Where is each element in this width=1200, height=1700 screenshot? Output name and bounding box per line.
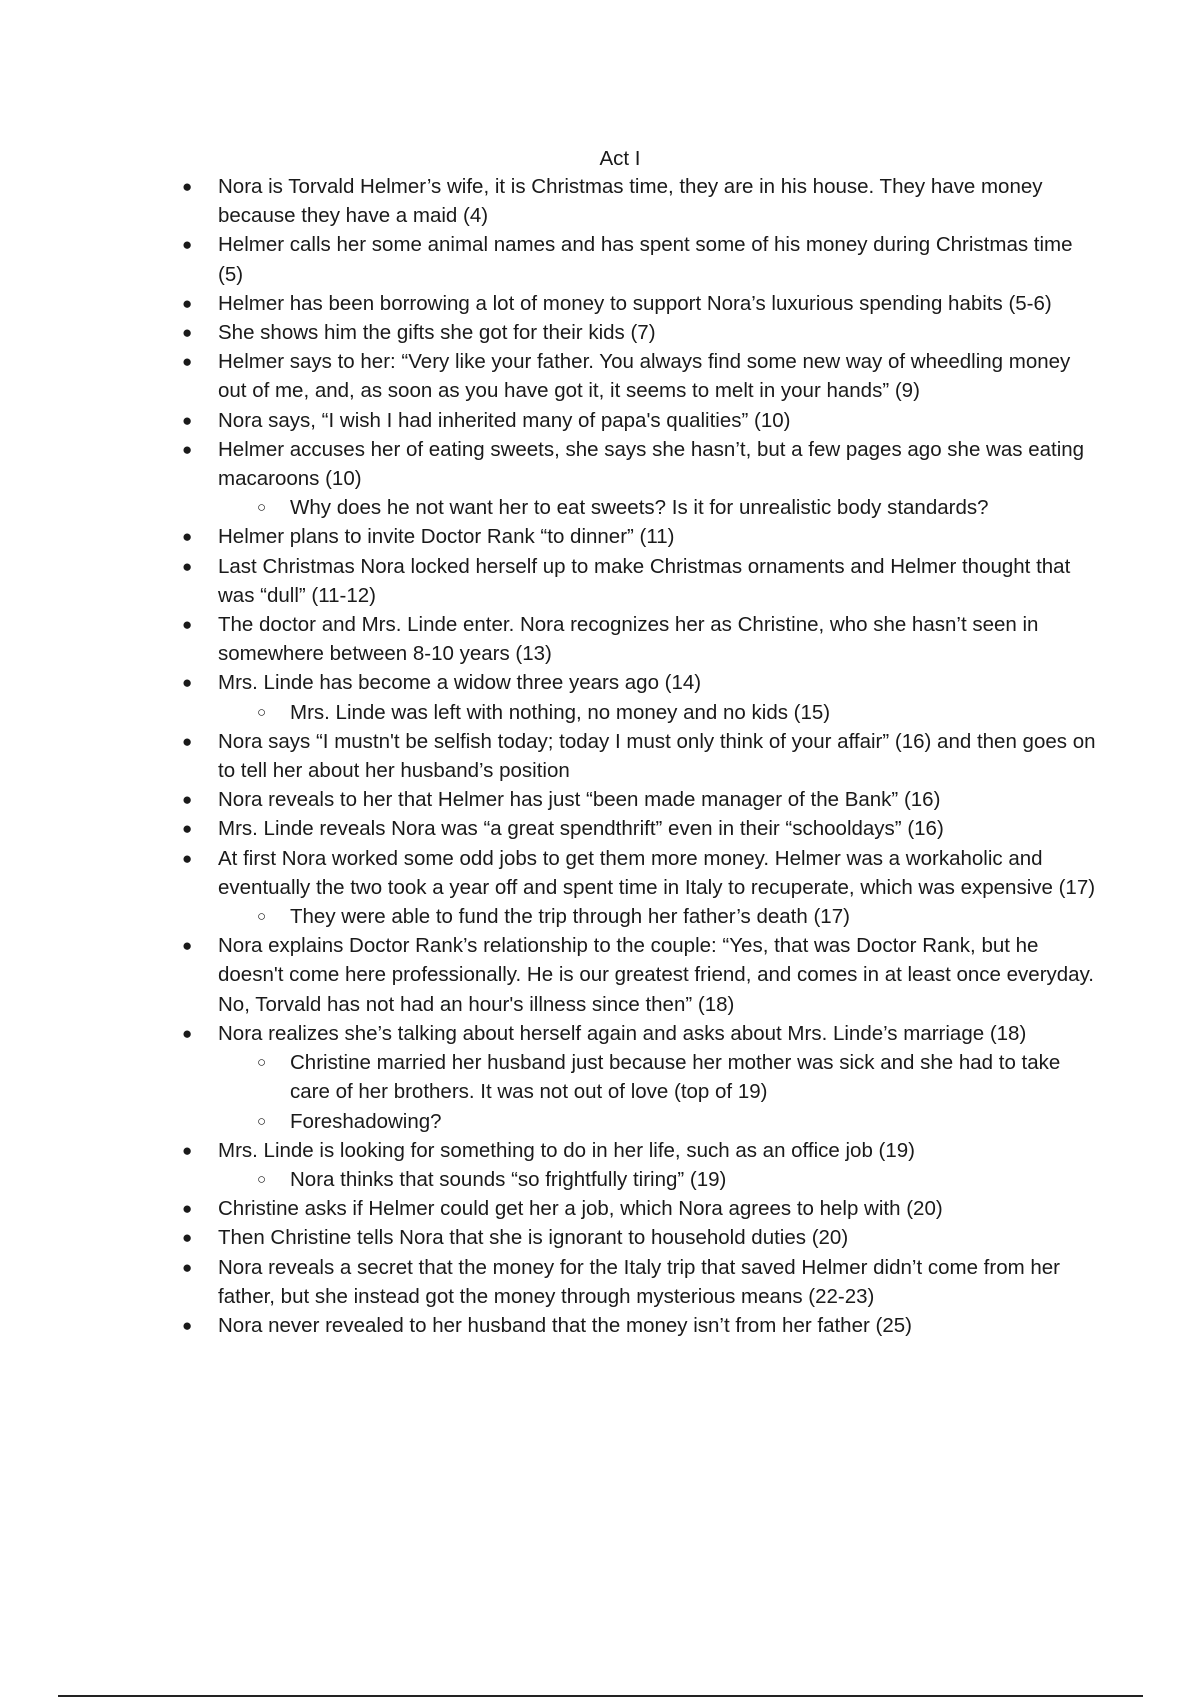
sub-bullet-item <box>257 1165 1098 1194</box>
bullet-text: Last Christmas Nora locked herself up to make Christmas ornaments and Helmer thought that was “dull” (11-12) <box>218 554 1071 607</box>
bullet-text: Nora explains Doctor Rank’s relationship to the couple: “Yes, that was Doctor Rank, but he doesn't come here professionally. He is our greatest friend, and comes in at least once everyday. No, Torvald has not had an hour's illness since then” (18) <box>218 934 1095 1016</box>
bullet-dot-icon: ● <box>182 323 193 343</box>
footer-divider <box>58 1695 1143 1697</box>
bullet-text: Christine asks if Helmer could get her a job, which Nora agrees to help with (20) <box>218 1197 943 1221</box>
sub-bullet-text: Christine married her husband just because her mother was sick and she had to take care of her brothers. It was not out of love (top of 19) <box>290 1051 1061 1104</box>
bullet-text: Nora realizes she’s talking about herself again and asks about Mrs. Linde’s marriage (18) <box>218 1021 1027 1045</box>
bullet-item <box>182 435 1098 523</box>
sub-bullet-item <box>257 1107 1098 1136</box>
sub-bullet-text: Why does he not want her to eat sweets? Is it for unrealistic body standards? <box>290 496 989 520</box>
bullet-item <box>182 1311 1098 1340</box>
bullet-text: Nora says, “I wish I had inherited many of papa's qualities” (10) <box>218 408 791 432</box>
bullet-dot-icon: ● <box>182 673 193 693</box>
bullet-item <box>182 727 1098 785</box>
bullet-item <box>182 931 1098 1019</box>
sub-list <box>218 1165 1098 1194</box>
bullet-item <box>182 347 1098 405</box>
bullet-dot-icon: ● <box>182 1023 193 1043</box>
bullet-dot-icon: ● <box>182 527 193 547</box>
bullet-item <box>182 610 1098 668</box>
bullet-text: Helmer has been borrowing a lot of money to support Nora’s luxurious spending habits (5-6) <box>218 291 1052 315</box>
sub-bullet-item <box>257 493 1098 522</box>
bullet-dot-icon: ● <box>182 352 193 372</box>
bullet-item <box>182 406 1098 435</box>
bullet-text: Mrs. Linde has become a widow three years ago (14) <box>218 671 702 695</box>
bullet-text: Nora says “I mustn't be selfish today; today I must only think of your affair” (16) and then goes on to tell her about her husband’s position <box>218 729 1096 783</box>
page-title: Act I <box>599 147 641 170</box>
bullet-text: The doctor and Mrs. Linde enter. Nora recognizes her as Christine, who she hasn’t seen in somewhere between 8-10 years (13) <box>218 613 1039 666</box>
sub-bullet-text: They were able to fund the trip through her father’s death (17) <box>290 905 850 929</box>
bullet-dot-icon: ● <box>182 848 193 868</box>
bullet-item <box>182 289 1098 318</box>
bullet-item <box>182 1253 1098 1311</box>
bullet-text: Nora reveals a secret that the money for the Italy trip that saved Helmer didn’t come from her father, but she instead got the money through mysterious means (22-23) <box>218 1255 1061 1308</box>
bullet-dot-icon: ● <box>182 790 193 810</box>
bullet-item <box>182 1019 1098 1136</box>
bullet-dot-icon: ● <box>182 293 193 313</box>
sub-bullet-item <box>257 698 1098 727</box>
bullet-dot-icon: ● <box>182 936 193 956</box>
bullet-dot-icon: ● <box>182 1140 193 1160</box>
bullet-item <box>182 522 1098 551</box>
bullet-item <box>182 1194 1098 1223</box>
bullet-dot-icon: ● <box>182 1257 193 1277</box>
bullet-text: Nora never revealed to her husband that the money isn’t from her father (25) <box>218 1313 912 1337</box>
bullet-text: Helmer plans to invite Doctor Rank “to dinner” (11) <box>218 525 675 549</box>
bullet-dot-icon: ● <box>182 556 193 576</box>
hollow-circle-bullet-icon: ○ <box>257 1112 267 1130</box>
bullet-dot-icon: ● <box>182 1199 193 1219</box>
sub-bullet-text: Foreshadowing? <box>290 1109 442 1133</box>
bullet-text: At first Nora worked some odd jobs to get them more money. Helmer was a workaholic and eventually the two took a year off and spent time in Italy to recuperate, which was expensive (17) <box>218 846 1096 899</box>
sub-list <box>218 902 1098 931</box>
bullet-text: Then Christine tells Nora that she is ignorant to household duties (20) <box>218 1226 849 1250</box>
bullet-dot-icon: ● <box>182 1228 193 1248</box>
bullet-text: Mrs. Linde is looking for something to do in her life, such as an office job (19) <box>218 1138 915 1162</box>
bullet-dot-icon: ● <box>182 439 193 459</box>
bullet-text: Nora is Torvald Helmer’s wife, it is Christmas time, they are in his house. They have money because they have a maid (4) <box>218 175 1043 228</box>
bullet-item <box>182 172 1098 230</box>
bullet-item <box>182 844 1098 932</box>
bullet-item <box>182 1136 1098 1194</box>
bullet-text: Mrs. Linde reveals Nora was “a great spendthrift” even in their “schooldays” (16) <box>218 817 944 841</box>
sub-bullet-text: Nora thinks that sounds “so frightfully tiring” (19) <box>290 1167 727 1191</box>
sub-list <box>218 698 1098 727</box>
bullet-item <box>182 1223 1098 1252</box>
bullet-text: Helmer calls her some animal names and has spent some of his money during Christmas time (5) <box>218 233 1073 286</box>
hollow-circle-bullet-icon: ○ <box>257 908 267 926</box>
hollow-circle-bullet-icon: ○ <box>257 499 267 517</box>
hollow-circle-bullet-icon: ○ <box>257 1170 267 1188</box>
bullet-dot-icon: ● <box>182 177 193 196</box>
bullet-dot-icon: ● <box>182 235 193 255</box>
bullet-dot-icon: ● <box>182 410 193 430</box>
sub-bullet-text: Mrs. Linde was left with nothing, no money and no kids (15) <box>290 700 831 724</box>
sub-list <box>218 493 1098 522</box>
bullet-item <box>182 230 1098 288</box>
sub-bullet-item <box>257 902 1098 931</box>
bullet-dot-icon: ● <box>182 819 193 839</box>
bullet-item <box>182 814 1098 843</box>
hollow-circle-bullet-icon: ○ <box>257 1054 267 1072</box>
sub-bullet-item <box>257 1048 1098 1106</box>
bullet-dot-icon: ● <box>182 615 193 635</box>
bullet-dot-icon: ● <box>182 731 193 751</box>
bullet-text: Helmer accuses her of eating sweets, she says she hasn’t, but a few pages ago she was eating macaroons (10) <box>218 437 1085 491</box>
bullet-item <box>182 785 1098 814</box>
hollow-circle-bullet-icon: ○ <box>257 703 267 721</box>
bullet-text: Helmer says to her: “Very like your father. You always find some new way of wheedling money out of me, and, as soon as you have got it, it seems to melt in your hands” (9) <box>218 350 1071 403</box>
bullet-item <box>182 552 1098 610</box>
bullet-item <box>182 668 1098 726</box>
sub-list <box>218 1048 1098 1136</box>
bullet-item <box>182 318 1098 347</box>
notes-list <box>182 172 1098 1340</box>
bullet-text: Nora reveals to her that Helmer has just “been made manager of the Bank” (16) <box>218 788 941 812</box>
bullet-text: She shows him the gifts she got for their kids (7) <box>218 321 656 345</box>
bullet-dot-icon: ● <box>182 1315 193 1335</box>
